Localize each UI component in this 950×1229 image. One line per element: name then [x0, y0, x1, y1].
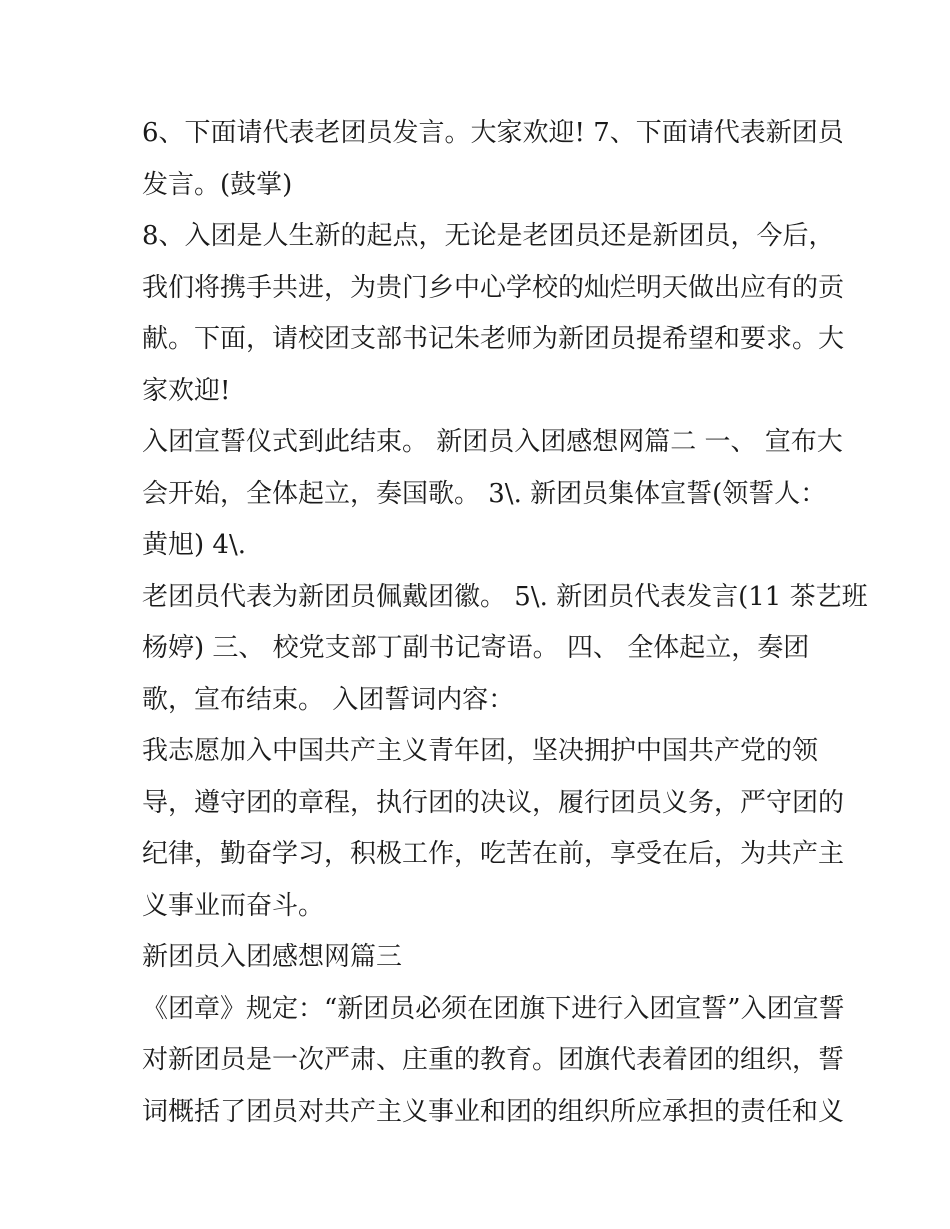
text-line: 我志愿加入中国共产主义青年团，坚决拥护中国共产党的领	[142, 736, 819, 766]
text-line: 8、入团是人生新的起点，无论是老团员还是新团员，今后，	[142, 221, 835, 251]
text-line: 入团宣誓仪式到此结束。 新团员入团感想网篇二 一、 宣布大	[142, 427, 843, 457]
text-line: 老团员代表为新团员佩戴团徽。 5\. 新团员代表发言(11 茶艺班	[142, 581, 868, 612]
text-line: 会开始，全体起立，奏国歌。 3\. 新团员集体宣誓(领誓人：	[142, 478, 827, 509]
section-heading: 新团员入团感想网篇三	[142, 942, 403, 972]
text-line: 杨婷) 三、 校党支部丁副书记寄语。 四、 全体起立，奏团	[142, 633, 810, 663]
text-line: 对新团员是一次严肃、庄重的教育。团旗代表着团的组织，誓	[142, 1045, 845, 1075]
text-line: 家欢迎!	[142, 375, 231, 406]
text-line: 纪律，勤奋学习，积极工作，吃苦在前，享受在后，为共产主	[142, 839, 845, 869]
text-line: 我们将携手共进，为贵门乡中心学校的灿烂明天做出应有的贡	[142, 272, 845, 303]
document-body	[142, 108, 868, 1138]
text-line: 《团章》规定：“新团员必须在团旗下进行入团宣誓”入团宣誓	[142, 993, 845, 1024]
text-line: 词概括了团员对共产主义事业和团的组织所应承担的责任和义	[142, 1096, 845, 1127]
text-line: 6、下面请代表老团员发言。大家欢迎! 7、下面请代表新团员	[142, 118, 844, 148]
text-line: 歌，宣布结束。 入团誓词内容：	[142, 684, 515, 715]
text-line: 义事业而奋斗。	[142, 890, 325, 921]
text-line: 发言。(鼓掌)	[142, 169, 293, 200]
text-line: 导，遵守团的章程，执行团的决议，履行团员义务，严守团的	[142, 787, 845, 818]
text-line: 黄旭) 4\.	[142, 530, 246, 560]
text-line: 献。下面，请校团支部书记朱老师为新团员提希望和要求。大	[142, 324, 845, 354]
